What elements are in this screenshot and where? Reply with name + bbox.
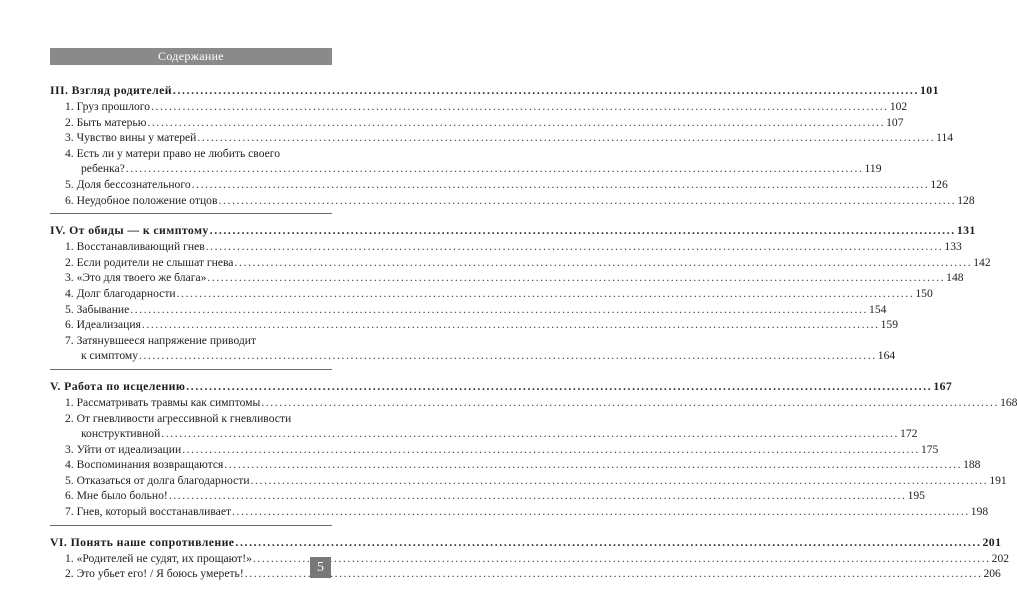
dot-leader <box>234 255 972 271</box>
entry-page: 198 <box>970 505 989 519</box>
entry-title: 1. «Родителей не судят, их прощают!» <box>65 551 252 565</box>
section-divider <box>50 213 332 214</box>
dot-leader <box>151 99 889 115</box>
chapter-page: 101 <box>920 83 939 97</box>
dot-leader <box>245 566 983 582</box>
dot-leader <box>253 551 991 567</box>
entry-title-continuation: конструктивной <box>81 427 161 441</box>
chapter-page: 167 <box>933 378 953 393</box>
toc-entry[interactable] <box>50 270 964 286</box>
chapter-section <box>50 222 991 370</box>
entry-title: 4. Воспоминания возвращаются <box>65 458 224 472</box>
entry-page: 159 <box>880 318 898 332</box>
toc-entry-continuation[interactable] <box>50 348 896 364</box>
toc-entry[interactable] <box>50 286 933 302</box>
toc-entry[interactable] <box>50 488 925 504</box>
entry-page: 206 <box>983 567 1001 581</box>
dot-leader <box>207 270 945 286</box>
entry-page: 126 <box>930 177 948 191</box>
dot-leader <box>206 239 944 255</box>
toc-entry[interactable] <box>50 411 332 427</box>
entry-title: 5. Доля бессознательного <box>65 177 191 191</box>
section-divider <box>50 369 332 370</box>
toc-entry[interactable] <box>50 193 975 209</box>
entry-page: 195 <box>907 489 925 503</box>
entry-title: 3. Чувство вины у матерей <box>65 131 197 145</box>
entry-page: 188 <box>963 458 981 472</box>
chapter-heading[interactable] <box>50 534 1002 551</box>
entry-title: 2. Быть матерью <box>65 115 147 129</box>
entry-title-continuation: ребенка? <box>81 162 125 176</box>
dot-leader <box>261 395 999 411</box>
dot-leader <box>192 177 930 193</box>
toc-entry[interactable] <box>50 333 332 349</box>
toc-entry[interactable] <box>50 239 962 255</box>
table-of-contents <box>50 82 1017 582</box>
entry-page: 114 <box>936 131 954 145</box>
dot-leader <box>224 457 962 473</box>
entry-page: 164 <box>877 349 896 363</box>
entry-page: 191 <box>989 473 1007 487</box>
entry-page: 168 <box>1000 395 1017 409</box>
toc-entry[interactable] <box>50 302 887 318</box>
entry-title: 4. Долг благодарности <box>65 286 176 300</box>
dot-leader <box>210 222 956 239</box>
entry-title: 5. Отказаться от долга благодарности <box>65 473 250 487</box>
dot-leader <box>161 426 899 442</box>
entry-title: 7. Гнев, который восстанавливает <box>65 505 232 519</box>
entry-title: 2. Если родители не слышат гнева <box>65 255 234 269</box>
toc-entry[interactable] <box>50 115 904 131</box>
toc-entry[interactable] <box>50 442 939 458</box>
entry-title: 7. Затянувшееся напряжение приводит <box>65 333 257 347</box>
entry-page: 133 <box>944 240 962 254</box>
entry-page: 148 <box>946 271 964 285</box>
entry-page: 142 <box>973 255 991 269</box>
toc-entry-continuation[interactable] <box>50 161 882 177</box>
chapter-heading[interactable] <box>50 222 976 239</box>
toc-entry[interactable] <box>50 317 898 333</box>
dot-leader <box>126 161 864 177</box>
entry-page: 128 <box>957 193 975 207</box>
dot-leader <box>232 504 970 520</box>
toc-entry[interactable] <box>50 99 908 115</box>
dot-leader <box>218 193 956 209</box>
chapter-section <box>50 82 975 214</box>
entry-page: 150 <box>915 286 933 300</box>
dot-leader <box>186 378 932 395</box>
entry-title: 1. Груз прошлого <box>65 100 151 113</box>
entry-page: 102 <box>889 100 908 113</box>
entry-title: 1. Рассматривать травмы как симптомы <box>65 395 261 409</box>
toc-entry[interactable] <box>50 457 981 473</box>
chapter-section <box>50 378 1017 526</box>
dot-leader <box>147 115 885 131</box>
chapter-page: 201 <box>982 534 1002 549</box>
chapter-heading[interactable] <box>50 82 939 99</box>
entry-title: 2. От гневливости агрессивной к гневливости <box>65 411 292 425</box>
entry-page: 107 <box>886 115 904 129</box>
dot-leader <box>142 317 880 333</box>
dot-leader <box>235 534 981 551</box>
chapter-title: IV. От обиды — к симптому <box>50 223 209 238</box>
toc-entry[interactable] <box>50 130 954 146</box>
entry-title: 6. Неудобное положение отцов <box>65 193 218 207</box>
toc-entry[interactable] <box>50 255 991 271</box>
entry-page: 202 <box>991 551 1010 565</box>
toc-entry-continuation[interactable] <box>50 426 918 442</box>
chapter-title: III. Взгляд родителей <box>50 83 172 97</box>
dot-leader <box>130 302 868 318</box>
toc-entry[interactable] <box>50 473 1007 489</box>
chapter-page: 131 <box>956 223 976 238</box>
entry-title: 3. Уйти от идеализации <box>65 442 182 456</box>
chapter-section <box>50 534 1010 582</box>
dot-leader <box>197 130 935 146</box>
chapter-title: V. Работа по исцелению <box>50 378 186 393</box>
toc-entry[interactable] <box>50 146 332 162</box>
dot-leader <box>169 488 907 504</box>
dot-leader <box>177 286 915 302</box>
entry-title: 5. Забывание <box>65 302 130 316</box>
entry-title: 2. Это убьет его! / Я боюсь умереть! <box>65 567 244 581</box>
chapter-title: VI. Понять наше сопротивление <box>50 534 235 549</box>
toc-entry[interactable] <box>50 551 1010 567</box>
entry-page: 119 <box>864 162 882 176</box>
dot-leader <box>182 442 920 458</box>
entry-page: 172 <box>900 427 918 441</box>
chapter-heading[interactable] <box>50 378 953 395</box>
toc-entry[interactable] <box>50 566 1001 582</box>
entry-page: 175 <box>920 442 939 456</box>
entry-title: 6. Идеализация <box>65 318 141 332</box>
toc-entry[interactable] <box>50 395 1017 411</box>
dot-leader <box>173 82 919 99</box>
dot-leader <box>251 473 989 489</box>
entry-title: 3. «Это для твоего же блага» <box>65 271 207 285</box>
dot-leader <box>139 348 877 364</box>
toc-entry[interactable] <box>50 177 948 193</box>
entry-page: 154 <box>869 302 887 316</box>
entry-title-continuation: к симптому <box>81 349 139 363</box>
toc-entry[interactable] <box>50 504 989 520</box>
section-divider <box>50 525 332 526</box>
contents-banner: Содержание <box>50 48 332 65</box>
entry-title: 4. Есть ли у матери право не любить своего <box>65 146 281 160</box>
entry-title: 6. Мне было больно! <box>65 489 168 503</box>
entry-title: 1. Восстанавливающий гнев <box>65 240 205 254</box>
page-number-badge: 5 <box>310 557 331 578</box>
